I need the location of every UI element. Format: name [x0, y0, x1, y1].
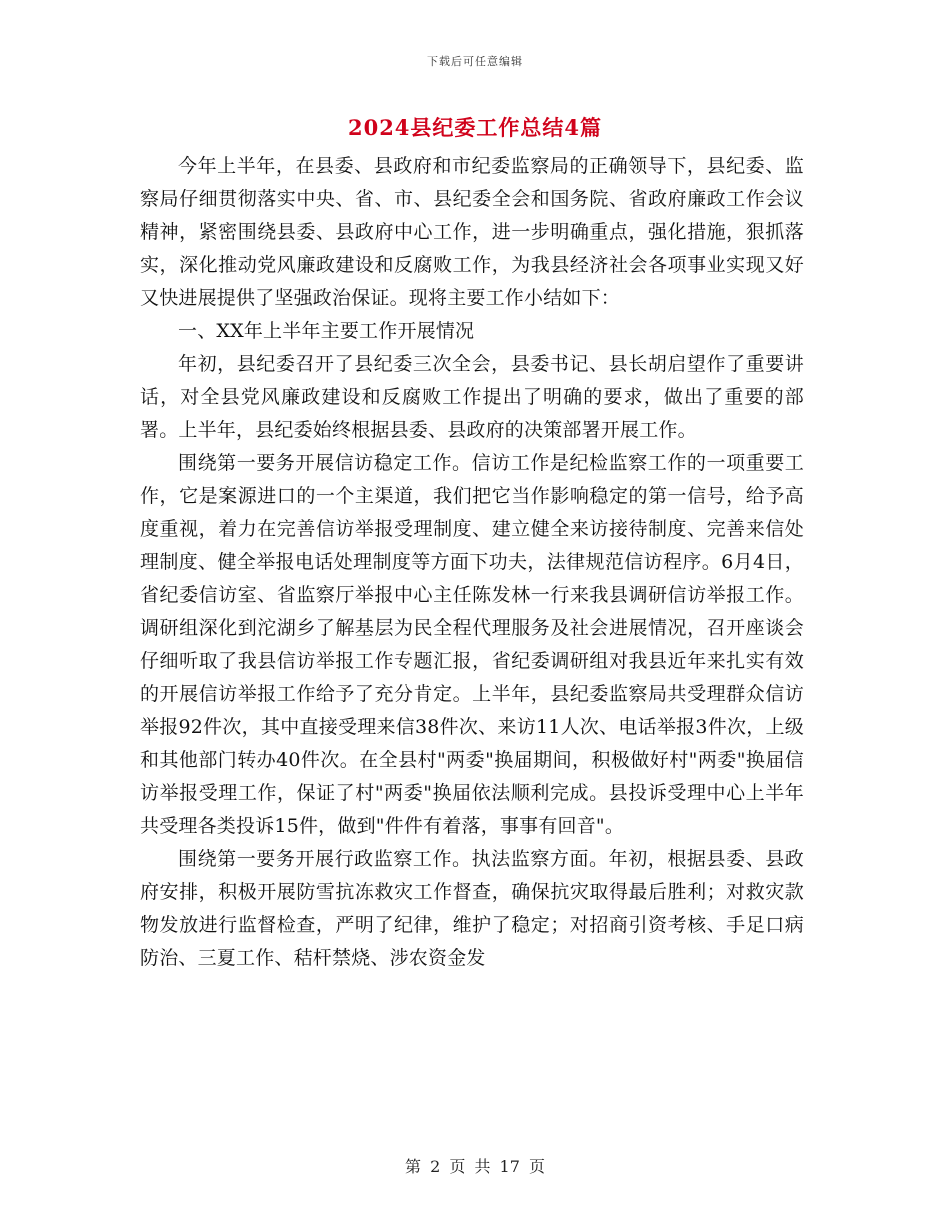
- paragraph-petition: 围绕第一要务开展信访稳定工作。信访工作是纪检监察工作的一项重要工作，它是案源进口的一个主渠道，我们把它当作影响稳定的第一信号，给予高度重视，着力在完善信访举报受理制度、建立健全来访接待制度、完善来信处理制度、健全举报电话处理制度等方面下功夫，法律规范信访程序。6月4日，省纪委信访室、省监察厅举报中心主任陈发林一行来我县调研信访举报工作。调研组深化到沱湖乡了解基层为民全程代理服务及社会进展情况，召开座谈会仔细听取了我县信访举报工作专题汇报，省纪委调研组对我县近年来扎实有效的开展信访举报工作给予了充分肯定。上半年，县纪委监察局共受理群众信访举报92件次，其中直接受理来信38件次、来访11人次、电话举报3件次，上级和其他部门转办40件次。在全县村"两委"换届期间，积极做好村"两委"换届信访举报受理工作，保证了村"两委"换届依法顺利完成。县投诉受理中心上半年共受理各类投诉15件，做到"件件有着落，事事有回音"。: [140, 452, 804, 837]
- paragraph-supervision: 围绕第一要务开展行政监察工作。执法监察方面。年初，根据县委、县政府安排，积极开展防雪抗冻救灾工作督查，确保抗灾取得最后胜利；对救灾款物发放进行监督检查，严明了纪律，维护了稳定；对招商引资考核、手足口病防治、三夏工作、秸杆禁烧、涉农资金发: [140, 848, 804, 969]
- document-body: [140, 150, 804, 975]
- page-header-note: 下载后可任意编辑: [427, 55, 523, 68]
- paragraph-meeting: 年初，县纪委召开了县纪委三次全会，县委书记、县长胡启望作了重要讲话，对全县党风廉政建设和反腐败工作提出了明确的要求，做出了重要的部署。上半年，县纪委始终根据县委、县政府的决策部署开展工作。: [140, 353, 804, 441]
- section-heading: 一、XX年上半年主要工作开展情况: [178, 320, 475, 342]
- paragraph-intro: 今年上半年，在县委、县政府和市纪委监察局的正确领导下，县纪委、监察局仔细贯彻落实中央、省、市、县纪委全会和国务院、省政府廉政工作会议精神，紧密围绕县委、县政府中心工作，进一步明确重点，强化措施，狠抓落实，深化推动党风廉政建设和反腐败工作，为我县经济社会各项事业实现又好又快进展提供了坚强政治保证。现将主要工作小结如下：: [140, 155, 804, 309]
- page-number: 第 2 页 共 17 页: [405, 1157, 545, 1176]
- document-title: 2024县纪委工作总结4篇: [347, 115, 603, 140]
